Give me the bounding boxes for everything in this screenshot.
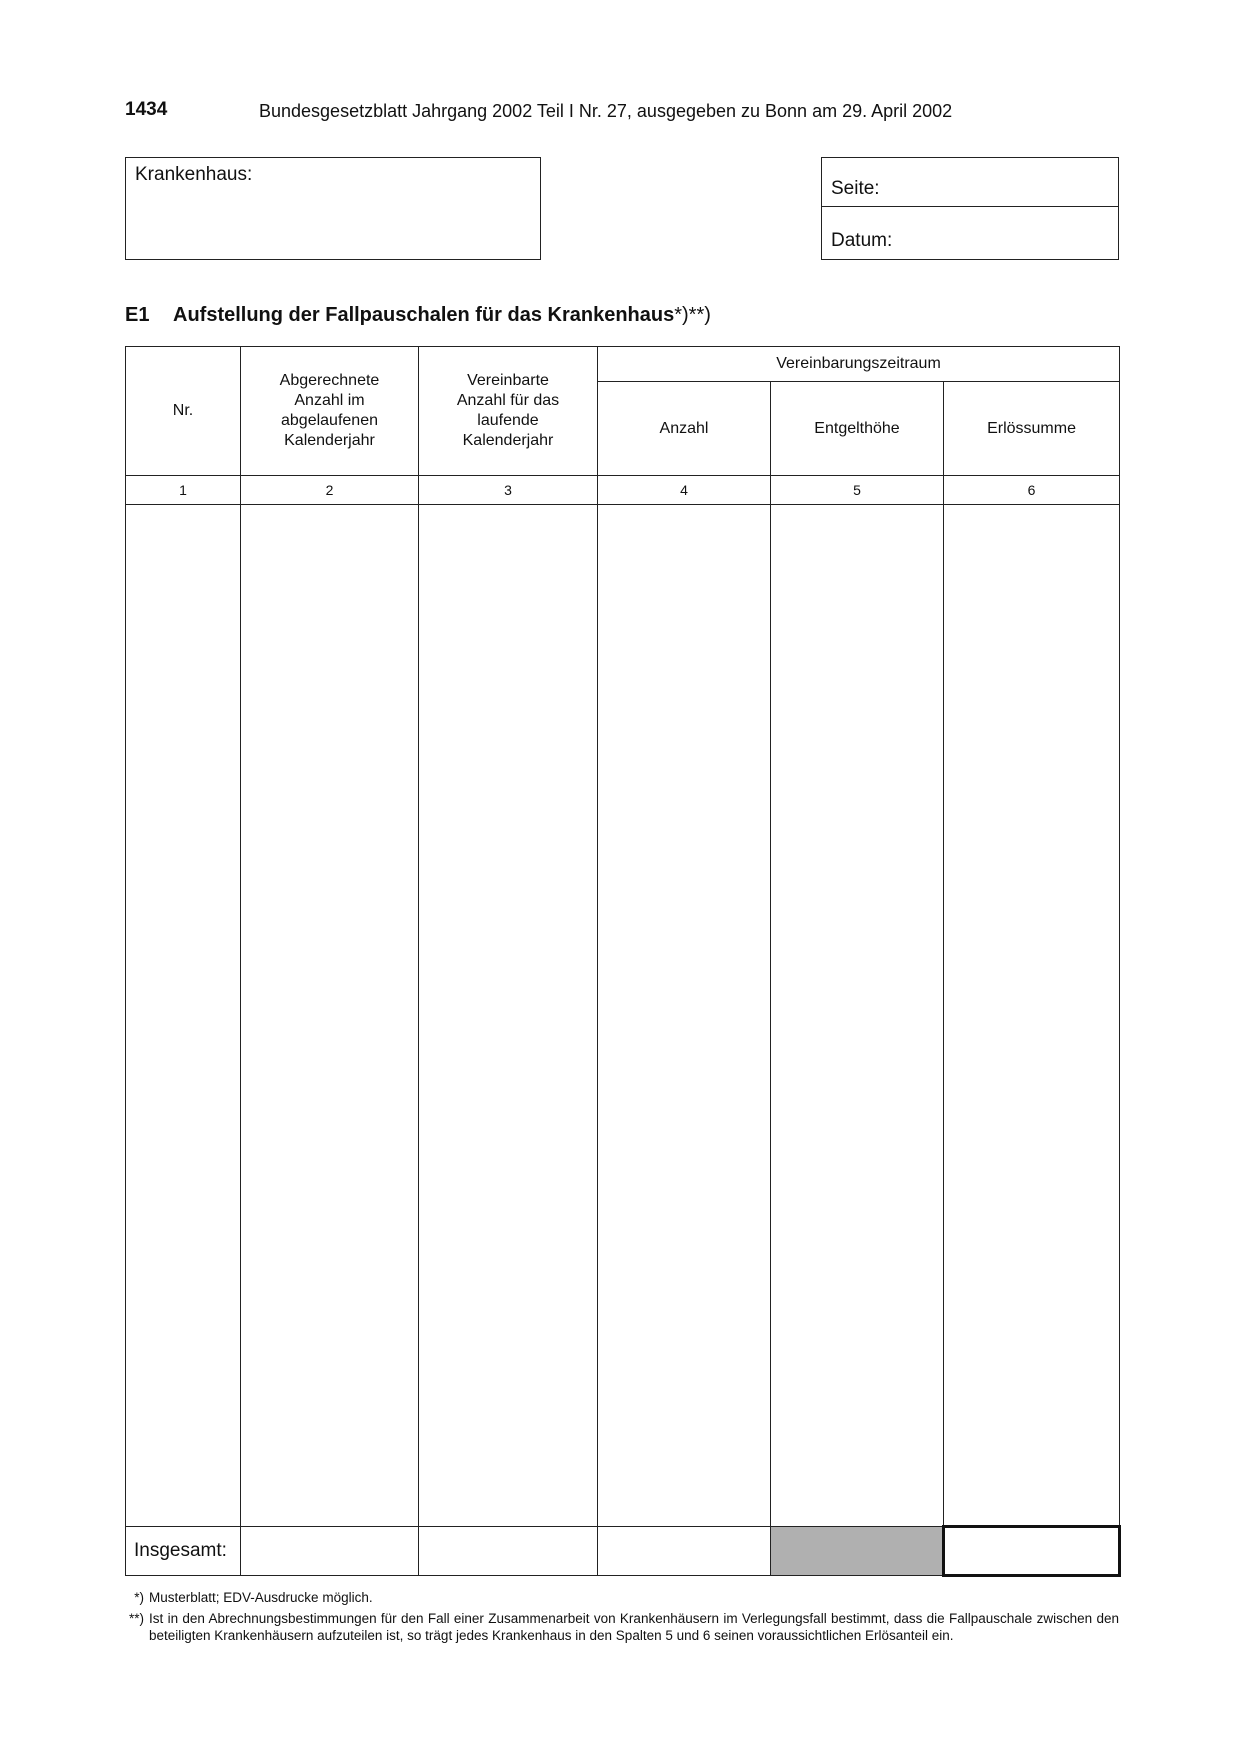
entry-cell-erloessumme[interactable] [944, 505, 1120, 1527]
header-nr: Nr. [126, 347, 241, 476]
column-number: 4 [598, 476, 771, 505]
footnote-text: Ist in den Abrechnungsbestimmungen für den Fall einer Zusammenarbeit von Krankenhäusern im Verlegungsfall bestimmt, dass die Fallpauschale zwischen den beteiligten Krankenhäusern aufzuteilen ist, so trägt jedes Krankenhaus in den Spalten 5 und 6 seinen voraussichtlichen Erlösanteil ein. [149, 1611, 1119, 1643]
entry-cell-vereinbarte-anzahl[interactable] [419, 505, 598, 1527]
page-label: Seite: [831, 178, 880, 199]
section-title [173, 304, 711, 327]
header-row-top [126, 347, 1120, 382]
footnote-item [125, 1610, 1119, 1644]
column-number: 1 [126, 476, 241, 505]
total-cell-abgerechnete-anzahl[interactable] [241, 1527, 419, 1576]
total-cell-anzahl[interactable] [598, 1527, 771, 1576]
page-number: 1434 [125, 99, 168, 120]
total-label: Insgesamt: [126, 1527, 241, 1576]
header-anzahl: Anzahl [598, 382, 771, 476]
footnote-text: Musterblatt; EDV-Ausdrucke möglich. [149, 1590, 373, 1605]
section-code: E1 [125, 304, 150, 326]
footnote-item [125, 1589, 1119, 1606]
total-cell-vereinbarte-anzahl[interactable] [419, 1527, 598, 1576]
column-number: 3 [419, 476, 598, 505]
header-entgelthoehe: Entgelthöhe [771, 382, 944, 476]
footnote-reference: *)**) [674, 304, 711, 326]
column-number: 6 [944, 476, 1120, 505]
entry-area-row [126, 505, 1120, 1527]
header-vereinbarungszeitraum: Vereinbarungszeitraum [598, 347, 1120, 382]
header-erloessumme: Erlössumme [944, 382, 1120, 476]
section-title-text: Aufstellung der Fallpauschalen für das Krankenhaus [173, 304, 675, 326]
footnote-mark: *) [134, 1590, 144, 1605]
footnote-mark: **) [128, 1611, 144, 1626]
date-label: Datum: [831, 230, 893, 251]
hospital-field[interactable] [125, 157, 541, 260]
total-cell-entgelthoehe-shaded [771, 1527, 944, 1576]
entry-cell-anzahl[interactable] [598, 505, 771, 1527]
column-number: 2 [241, 476, 419, 505]
entry-cell-abgerechnete-anzahl[interactable] [241, 505, 419, 1527]
total-row [126, 1527, 1120, 1576]
footnotes [125, 1589, 1119, 1648]
gazette-header: Bundesgesetzblatt Jahrgang 2002 Teil I Nr. 27, ausgegeben zu Bonn am 29. April 2002 [259, 101, 953, 121]
hospital-label: Krankenhaus: [135, 164, 253, 185]
page-date-box [821, 157, 1119, 260]
entry-cell-entgelthoehe[interactable] [771, 505, 944, 1527]
entry-cell-nr[interactable] [126, 505, 241, 1527]
header-abgerechnete-anzahl: Abgerechnete Anzahl im abgelaufenen Kalenderjahr [241, 347, 419, 476]
column-number: 5 [771, 476, 944, 505]
fee-schedule-table [125, 346, 1121, 1577]
header-vereinbarte-anzahl: Vereinbarte Anzahl für das laufende Kalenderjahr [419, 347, 598, 476]
total-cell-erloessumme[interactable] [944, 1527, 1120, 1576]
meta-divider [822, 206, 1118, 207]
column-number-row [126, 476, 1120, 505]
